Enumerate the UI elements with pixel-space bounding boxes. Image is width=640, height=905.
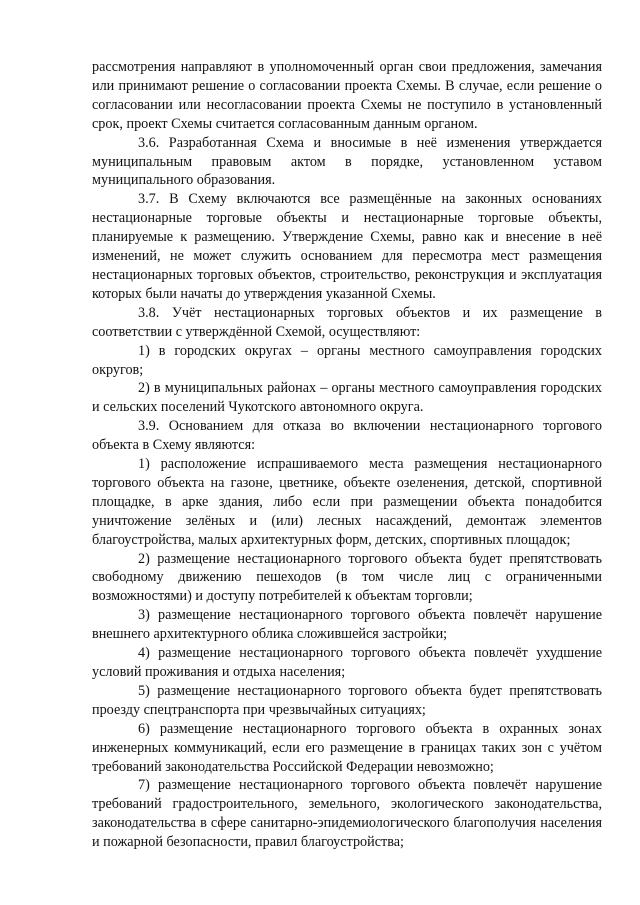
- list-item-3-9-3: 3) размещение нестационарного торгового объекта повлечёт нарушение внешнего архитектурного облика сложившейся застройки;: [92, 607, 602, 643]
- list-item-3-9-1: 1) расположение испрашиваемого места размещения нестационарного торгового объекта на газоне, цветнике, объекте озеленения, детской, спортивной площадке, в арке здания, либо если при размещении объекта понадобится уничтожение зелёных и (или) лесных насаждений, демонтаж элементов благоустройства, малых архитектурных форм, детских, спортивных площадок;: [92, 456, 602, 548]
- paragraph-continuation: рассмотрения направляют в уполномоченный орган свои предложения, замечания или принимают решение о согласовании проекта Схемы. В случае, если решение о согласовании или несогласовании проекта Схемы не поступило в установленный срок, проект Схемы считается согласованным данным органом.: [92, 59, 602, 132]
- list-item-3-9-4: 4) размещение нестационарного торгового объекта повлечёт ухудшение условий проживания и отдыха населения;: [92, 645, 602, 680]
- paragraph-3-9: 3.9. Основанием для отказа во включении нестационарного торгового объекта в Схему являются:: [92, 418, 602, 454]
- list-item-3-8-1: 1) в городских округах – органы местного самоуправления городских округов;: [92, 342, 602, 378]
- paragraph-3-6: 3.6. Разработанная Схема и вносимые в неё изменения утверждается муниципальным правовым актом в порядке, установленном уставом муниципального образования.: [92, 134, 602, 189]
- list-item-3-8-2: 2) в муниципальных районах – органы местного самоуправления городских и сельских поселений Чукотского автономного округа.: [92, 380, 602, 416]
- list-item-3-9-7: 7) размещение нестационарного торгового объекта повлечёт нарушение требований градостроительного, земельного, экологического законодательства, законодательства в сфере санитарно-эпидемиологического благополучия населения и пожарной безопасности, правил благоустройства;: [92, 777, 602, 851]
- list-item-3-9-5: 5) размещение нестационарного торгового объекта будет препятствовать проезду спецтранспорта при чрезвычайных ситуациях;: [92, 682, 602, 718]
- document-page: [92, 58, 602, 852]
- list-item-3-9-2: 2) размещение нестационарного торгового объекта будет препятствовать свободному движению пешеходов (в том числе лиц с ограниченными возможностями) и доступу потребителей к объектам торговли;: [92, 550, 602, 605]
- paragraph-3-7: 3.7. В Схему включаются все размещённые на законных основаниях нестационарные торговые объекты и нестационарные торговые объекты, планируемые к размещению. Утверждение Схемы, равно как и внесение в неё изменений, не может служить основанием для пересмотра мест размещения нестационарных торговых объектов, строительство, реконструкция и эксплуатация которых были начаты до утверждения указанной Схемы.: [92, 191, 602, 302]
- paragraph-3-8: 3.8. Учёт нестационарных торговых объектов и их размещение в соответствии с утверждённой Схемой, осуществляют:: [92, 304, 602, 340]
- list-item-3-9-6: 6) размещение нестационарного торгового объекта в охранных зонах инженерных коммуникаций, если его размещение в границах таких зон с учётом требований законодательства Российской Федерации невозможно;: [92, 720, 602, 775]
